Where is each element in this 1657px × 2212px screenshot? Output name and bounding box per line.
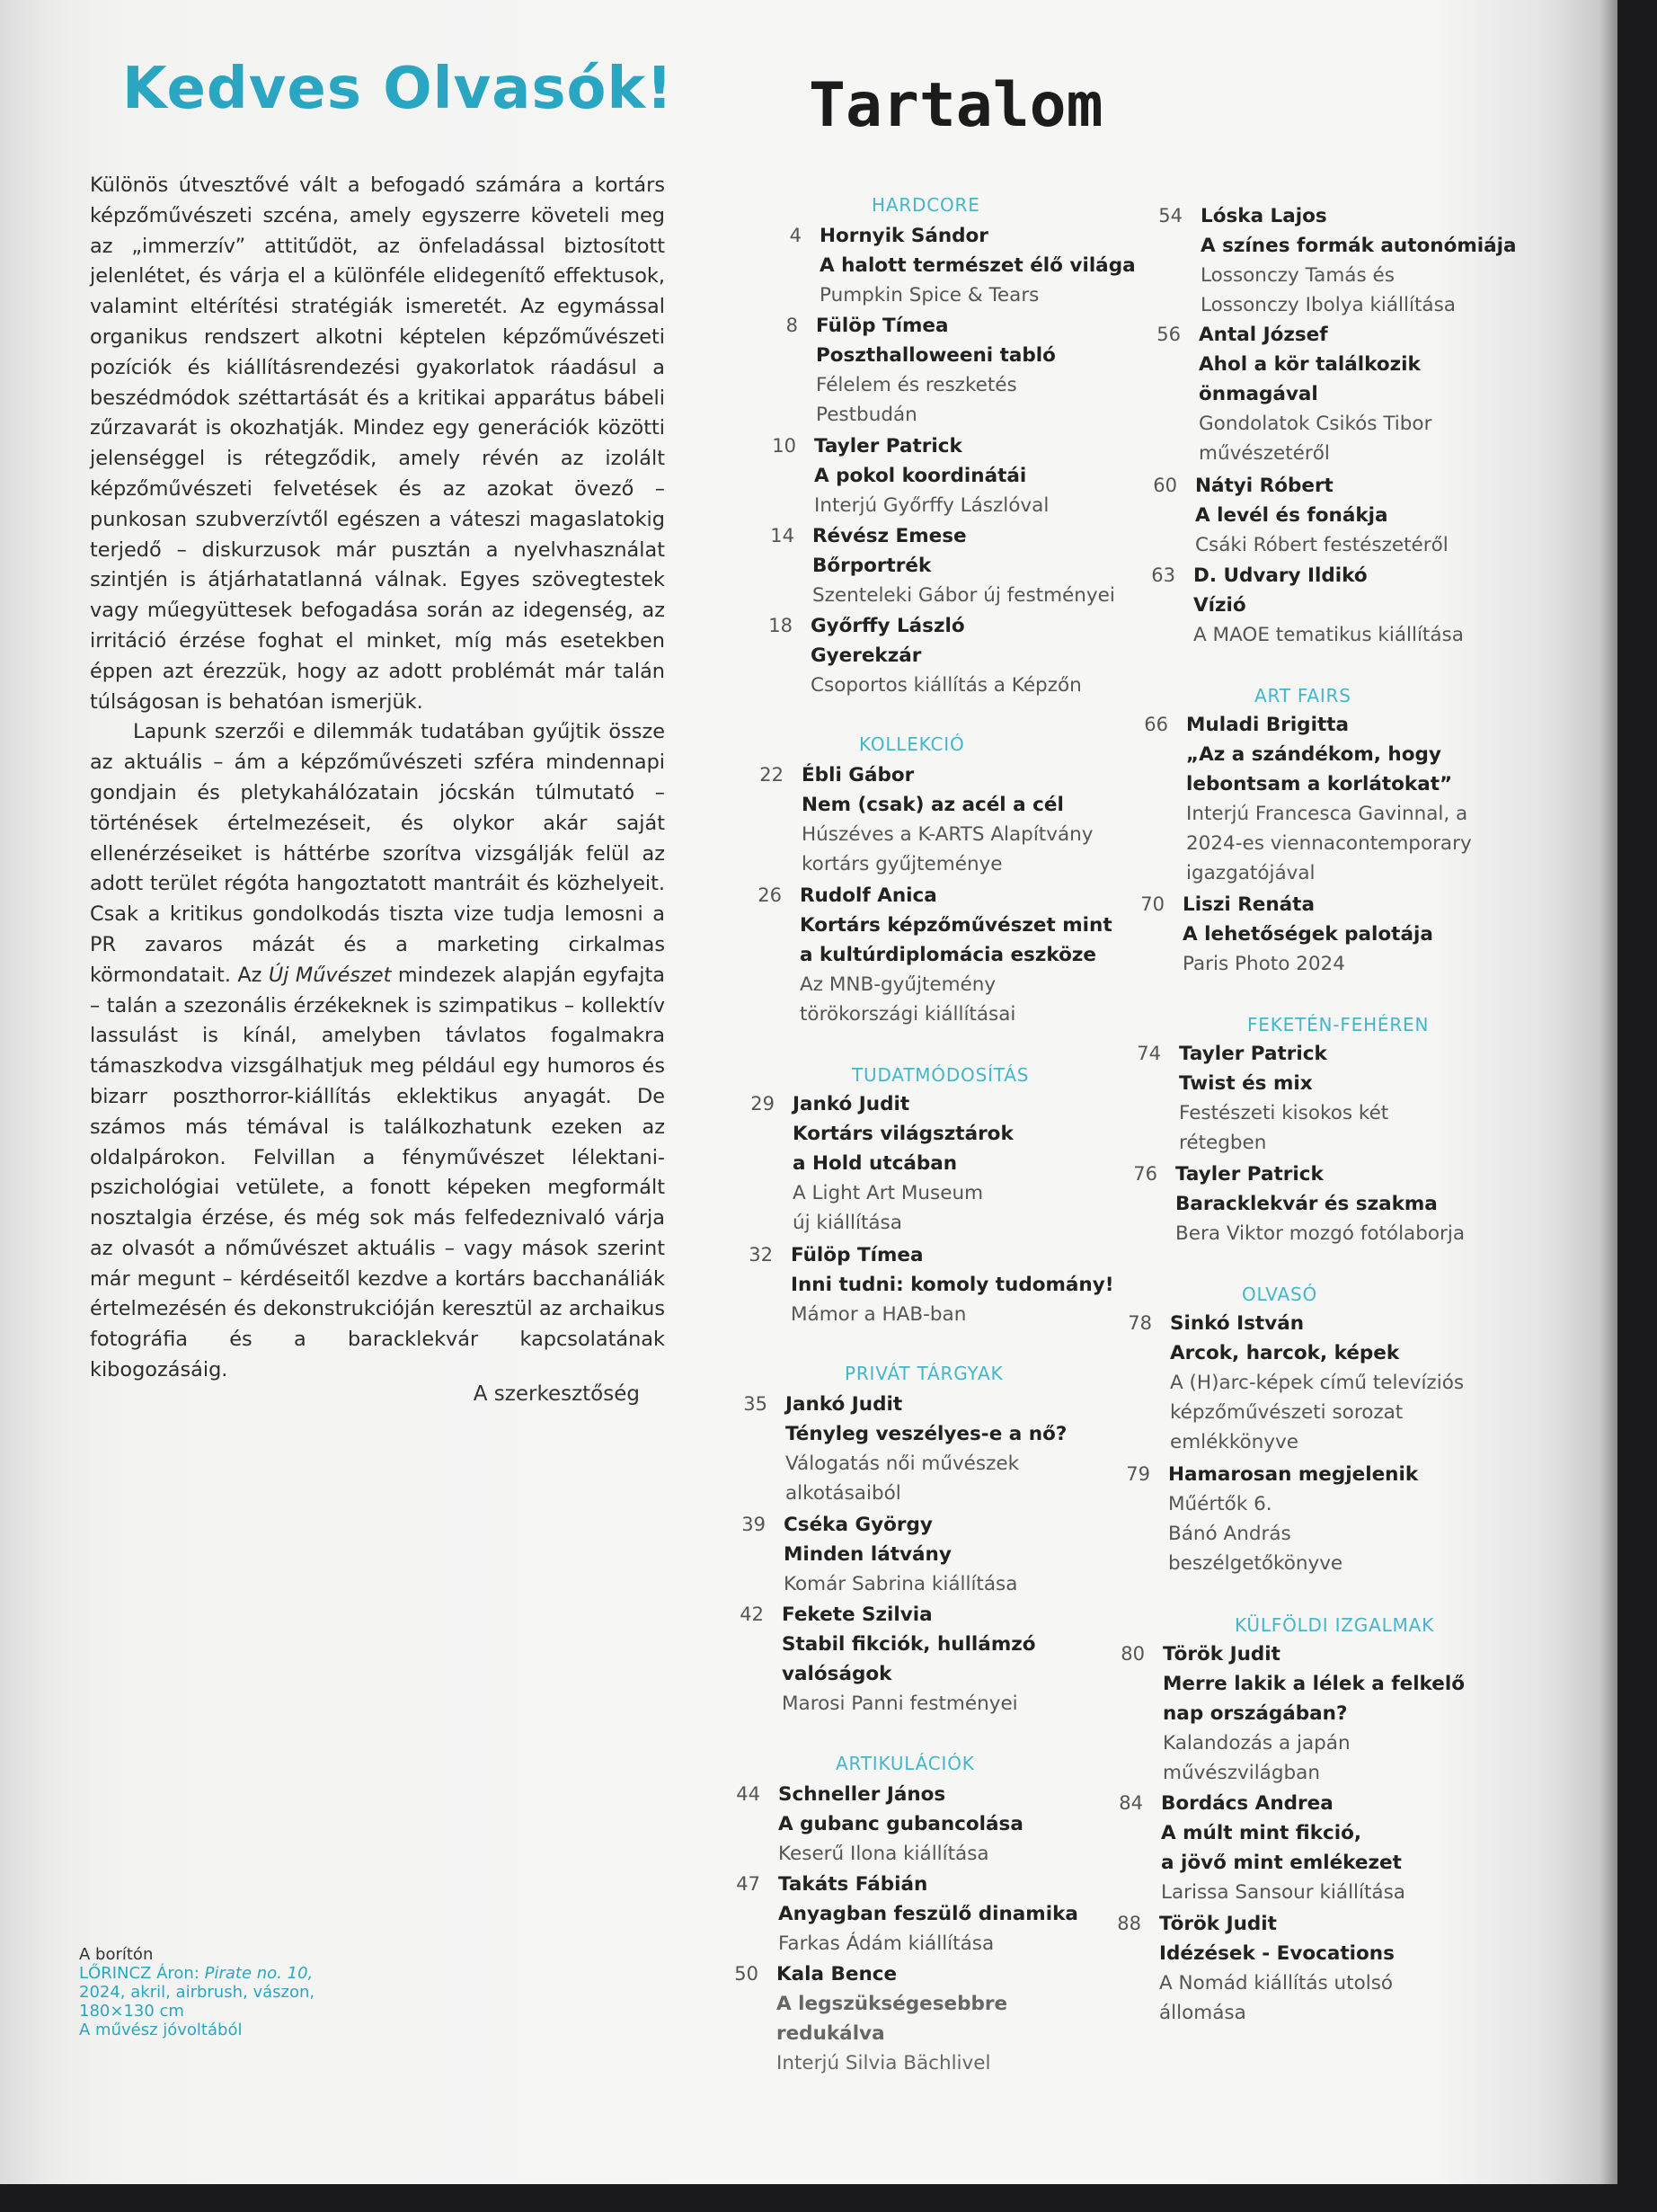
toc-subtitle: Mámor a HAB-ban [791, 1303, 967, 1326]
toc-subtitle: Csáki Róbert festészetéről [1195, 534, 1449, 556]
toc-page-number: 29 [750, 1093, 775, 1115]
toc-article-title-cont: a kultúrdiplomácia eszköze [800, 944, 1096, 966]
toc-subtitle: Pestbudán [816, 404, 917, 426]
toc-page-number: 56 [1156, 324, 1181, 345]
toc-article-title-cont: lebontsam a korlátokat” [1186, 773, 1453, 795]
toc-page-number: 22 [759, 764, 784, 786]
toc-author: Tayler Patrick [1179, 1043, 1327, 1065]
toc-author: Cséka György [784, 1514, 933, 1536]
toc-subtitle: Komár Sabrina kiállítása [784, 1573, 1018, 1595]
toc-subtitle: Szenteleki Gábor új festményei [812, 584, 1115, 607]
toc-entry[interactable] [1129, 710, 1582, 888]
toc-article-title: Poszthalloweeni tabló [816, 344, 1056, 367]
toc-subtitle: művészvilágban [1163, 1762, 1320, 1784]
toc-article-title: A színes formák autonómiája [1201, 235, 1517, 257]
toc-subtitle: A (H)arc-képek című televíziós [1170, 1372, 1465, 1394]
toc-subtitle: állomása [1159, 2002, 1246, 2024]
toc-entry[interactable] [1111, 1460, 1564, 1578]
toc-entry[interactable] [1136, 561, 1589, 650]
toc-subtitle: Farkas Ádám kiállítása [778, 1932, 995, 1955]
section-artikulaciok: ARTIKULÁCIÓK [836, 1753, 975, 1774]
cover-artist: LŐRINCZ Áron: [79, 1964, 205, 1983]
toc-page-number: 84 [1119, 1792, 1143, 1814]
toc-subtitle: Bera Viktor mozgó fotólaborja [1175, 1222, 1466, 1245]
cover-caption [79, 1945, 376, 2039]
toc-page-number: 47 [736, 1873, 760, 1895]
toc-article-title: Anyagban feszülő dinamika [778, 1903, 1078, 1925]
toc-page-number: 26 [758, 884, 782, 906]
toc-page-number: 4 [789, 225, 802, 246]
toc-subtitle: törökországi kiállításai [800, 1003, 1016, 1026]
toc-article-title-cont: nap országában? [1163, 1702, 1348, 1725]
editorial-signature: A szerkesztőség [473, 1382, 640, 1406]
magazine-name: Új Művészet [268, 963, 392, 987]
toc-subtitle: Csoportos kiállítás a Képzőn [811, 674, 1082, 697]
cover-details-1: 2024, akril, airbrush, vászon, [79, 1983, 315, 2002]
toc-author: Török Judit [1159, 1913, 1277, 1935]
section-art-fairs: ART FAIRS [1254, 685, 1351, 706]
toc-entry[interactable] [1105, 1639, 1558, 1788]
toc-entry[interactable] [1118, 1159, 1571, 1248]
toc-subtitle: kortárs gyűjteménye [802, 853, 1003, 875]
toc-page-number: 14 [770, 525, 794, 546]
toc-subtitle: Húszéves a K-ARTS Alapítvány [802, 823, 1094, 846]
toc-page-number: 63 [1151, 564, 1175, 586]
toc-author: Tayler Patrick [1175, 1163, 1324, 1186]
toc-entry[interactable] [1141, 320, 1594, 468]
toc-subtitle: Gondolatok Csikós Tibor [1199, 413, 1432, 435]
section-olvaso: OLVASÓ [1242, 1284, 1318, 1305]
toc-subtitle: Larissa Sansour kiállítása [1161, 1881, 1405, 1904]
toc-subtitle: képzőművészeti sorozat [1170, 1401, 1404, 1424]
paragraph-2-part-a: Lapunk szerzői e dilemmák tudatában gyűjtik össze az aktuális – ám a képzőművészeti szféra mindennapi gondjain és pletykahálózatain jócskán túlmutató – történések értelmezéseit, és olykor akár saját ellenérzéseiket is háttérbe szorítva vizsgálják felül az adott terület régóta hangoztatott mantráit és közhelyeit. Csak a kritikus gondolkodás tiszta vize tudja lemosni a PR zavaros mázát és a marketing cirkalmas körmondatait. Az [90, 720, 665, 987]
toc-article-title: Ahol a kör találkozik [1199, 353, 1421, 376]
toc-author: Nátyi Róbert [1195, 475, 1334, 497]
toc-subtitle: A Nomád kiállítás utolsó [1159, 1972, 1394, 1994]
toc-article-title: A lehetőségek palotája [1183, 923, 1433, 946]
toc-subtitle: új kiállítása [793, 1212, 902, 1234]
toc-article-title: Baracklekvár és szakma [1175, 1193, 1438, 1215]
toc-subtitle: Pumpkin Spice & Tears [820, 284, 1040, 306]
toc-article-title: Kortárs világsztárok [793, 1123, 1014, 1145]
toc-page-number: 66 [1144, 714, 1168, 735]
toc-author: Liszi Renáta [1183, 893, 1315, 916]
toc-subtitle: Félelem és reszketés [816, 374, 1017, 396]
toc-subtitle: Az MNB-gyűjtemény [800, 973, 997, 996]
toc-author: Fülöp Tímea [816, 315, 949, 337]
toc-article-title: Merre lakik a lélek a felkelő [1163, 1673, 1466, 1695]
toc-author: Jankó Judit [793, 1093, 910, 1115]
toc-entry[interactable] [1143, 201, 1596, 320]
toc-page-number: 60 [1153, 475, 1177, 496]
section-kulfoldi-izgalmak: KÜLFÖLDI IZGALMAK [1235, 1614, 1434, 1636]
toc-entry[interactable] [1138, 471, 1591, 560]
cover-courtesy: A művész jóvoltából [79, 2021, 243, 2039]
editorial-title: Kedves Olvasók! [122, 56, 674, 122]
toc-article-title: Gyerekzár [811, 644, 922, 667]
toc-article-title: A legszükségesebbre [776, 1993, 1008, 2015]
toc-author: Fülöp Tímea [791, 1244, 924, 1266]
toc-article-title-cont: önmagával [1199, 383, 1318, 405]
editorial-paragraph-2 [90, 717, 665, 1386]
toc-author: Török Judit [1163, 1643, 1280, 1666]
toc-article-title-cont: a Hold utcában [793, 1152, 958, 1175]
toc-article-title-cont: redukálva [776, 2022, 885, 2045]
toc-subtitle: Paris Photo 2024 [1183, 953, 1345, 975]
toc-article-title: Idézések - Evocations [1159, 1942, 1395, 1965]
toc-entry[interactable] [1102, 1909, 1555, 2028]
cover-artist-line [79, 1964, 376, 1983]
toc-author: Jankó Judit [785, 1393, 903, 1416]
toc-author: Bordács Andrea [1161, 1792, 1334, 1815]
toc-entry[interactable] [1112, 1309, 1565, 1457]
toc-subtitle: Kalandozás a japán [1163, 1732, 1351, 1754]
toc-article-title: A múlt mint fikció, [1161, 1822, 1362, 1844]
toc-subtitle: A Light Art Museum [793, 1182, 984, 1204]
toc-article-title: Nem (csak) az acél a cél [802, 794, 1064, 816]
toc-article-title: Twist és mix [1179, 1072, 1313, 1095]
cover-details-2: 180×130 cm [79, 2002, 184, 2021]
paragraph-2-part-b: mindezek alapján egyfajta – talán a szezonális érzékeknek is szimpatikus – kollektív lassulást is kínál, amelyben távlatos fogalmakra támaszkodva vizsgálhatjuk meg például egy humoros és bizarr poszthorror-kiállítás eklektikus anyagát. De számos más témával is találkozhatunk ezeken az oldalpárokon. Felvillan a fényművészet lélektani-pszichológiai vetülete, a fonott képeken megformált nosztalgia érzése, és még sok más felfedeznivaló várja az olvasót a nőművészet aktuális – vagy mások szerint már megunt – kérdéseitől kezdve a kortárs bacchanáliák értelmezésén és dekonstrukcióján keresztül az archaikus fotográfia és a baracklekvár kapcsolatának kibogozásáig. [90, 963, 665, 1382]
toc-page-number: 76 [1133, 1163, 1157, 1185]
toc-article-title-cont: a jövő mint emlékezet [1161, 1852, 1402, 1874]
toc-page-number: 80 [1121, 1643, 1145, 1665]
toc-author: Sinkó István [1170, 1312, 1305, 1335]
toc-author: Győrffy László [811, 615, 965, 637]
toc-article-title-cont: valóságok [782, 1663, 892, 1685]
toc-page-number: 70 [1140, 893, 1165, 915]
toc-author: Lóska Lajos [1201, 205, 1327, 227]
toc-subtitle: alkotásaiból [785, 1482, 901, 1505]
section-tudatmodositas: TUDATMÓDOSÍTÁS [852, 1064, 1030, 1086]
toc-article-title: Kortárs képzőművészet mint [800, 914, 1112, 937]
toc-subtitle: beszélgetőkönyve [1168, 1552, 1343, 1575]
toc-author: Fekete Szilvia [782, 1603, 933, 1626]
toc-subtitle: Interjú Győrffy Lászlóval [814, 494, 1050, 517]
toc-author: Révész Emese [812, 525, 967, 547]
section-hardcore: HARDCORE [872, 194, 980, 216]
toc-entry[interactable] [1121, 1039, 1574, 1158]
section-feketen-feheren: FEKETÉN-FEHÉREN [1247, 1014, 1430, 1035]
toc-page-number: 35 [743, 1393, 767, 1415]
toc-page-number: 18 [768, 615, 793, 636]
toc-article-title: A pokol koordinátái [814, 465, 1027, 487]
toc-page-number: 50 [734, 1963, 758, 1985]
toc-author: Antal József [1199, 324, 1328, 346]
toc-article-title: Minden látvány [784, 1543, 952, 1566]
toc-article-title: Arcok, harcok, képek [1170, 1342, 1400, 1364]
cover-label: A borítón [79, 1945, 154, 1964]
toc-page-number: 8 [785, 315, 798, 336]
section-privat-targyak: PRIVÁT TÁRGYAK [845, 1363, 1004, 1384]
toc-author: Takáts Fábián [778, 1873, 928, 1896]
toc-subtitle: Festészeti kisokos két [1179, 1102, 1389, 1124]
section-kollekcio: KOLLEKCIÓ [859, 733, 965, 755]
toc-page-number: 74 [1137, 1043, 1161, 1064]
toc-page-number: 79 [1126, 1463, 1150, 1485]
toc-subtitle: Keserű Ilona kiállítása [778, 1843, 989, 1865]
toc-page-number: 44 [736, 1783, 760, 1805]
toc-author: Kala Bence [776, 1963, 898, 1985]
toc-article-title: A levél és fonákja [1195, 504, 1388, 527]
toc-entry[interactable] [1125, 890, 1578, 979]
toc-article-title: Stabil fikciók, hullámzó [782, 1633, 1036, 1656]
toc-author: Rudolf Anica [800, 884, 937, 907]
toc-page-number: 39 [741, 1514, 766, 1535]
toc-subtitle: 2024-es viennacontemporary [1186, 832, 1472, 855]
toc-author: Tayler Patrick [814, 435, 962, 458]
toc-subtitle: rétegben [1179, 1132, 1267, 1154]
toc-subtitle: Műértők 6. [1168, 1493, 1272, 1515]
toc-author: Hamarosan megjelenik [1168, 1463, 1419, 1486]
toc-author: Ébli Gábor [802, 764, 915, 786]
toc-subtitle: Lossonczy Tamás és [1201, 264, 1395, 287]
toc-entry[interactable] [1103, 1789, 1556, 1907]
cover-work: Pirate no. 10, [204, 1964, 314, 1983]
toc-article-title: A halott természet élő világa [820, 254, 1136, 277]
toc-subtitle: Válogatás női művészek [785, 1452, 1020, 1475]
toc-subtitle: Lossonczy Ibolya kiállítása [1201, 294, 1456, 316]
editorial-paragraph-1: Különös útvesztővé vált a befogadó számára a kortárs képzőművészeti szcéna, amely egyszerre követeli meg az „immerzív” attitűdöt, az önfeladással biztosított jelenlétet, és várja el a különféle elidegenítő effektusok, valamint eltérítési stratégiák ismeretét. Az egymással organikus rendszert alkotni képtelen képzőművészeti pozíciók és kiállításrendezési gyakorlatok ráadásul a beszédmódok széttartását és a kritikai apparátus bábeli zűrzavarát is okozhatják. Mindez egy generációk közötti jelenséggel is rétegződik, amely révén az izolált képzőművészeti felvetések és az azokat övező – punkosan szubverzívtől egészen a váteszi magaslatokig terjedő – diskurzusok már pusztán a nyelvhasználat szintjén is átjárhatatlanná válnak. Egyes szövegtestek vagy műegyüttesek befogadása során az idegenség, az irritáció érzése foghat el minket, míg más esetekben éppen azt érezzük, hogy az adott problémát már talán túlságosan is behatóan ismerjük. [90, 173, 665, 714]
toc-article-title: Inni tudni: komoly tudomány! [791, 1274, 1114, 1296]
toc-subtitle: emlékkönyve [1170, 1431, 1298, 1453]
toc-page-number: 54 [1158, 205, 1183, 227]
toc-author: Hornyik Sándor [820, 225, 988, 247]
toc-subtitle: Bánó András [1168, 1523, 1291, 1545]
toc-subtitle: művészetéről [1199, 442, 1330, 465]
editorial-text [90, 171, 665, 1386]
toc-article-title: Tényleg veszélyes-e a nő? [785, 1423, 1068, 1445]
toc-author: D. Udvary Ildikó [1193, 564, 1368, 587]
toc-subtitle: Interjú Silvia Bächlivel [776, 2052, 991, 2074]
toc-page-number: 42 [740, 1603, 764, 1625]
toc-article-title: A gubanc gubancolása [778, 1813, 1023, 1835]
toc-author: Schneller János [778, 1783, 946, 1806]
toc-title: Tartalom [809, 70, 1103, 141]
toc-article-title: Bőrportrék [812, 555, 932, 577]
toc-page-number: 88 [1117, 1913, 1141, 1934]
toc-author: Muladi Brigitta [1186, 714, 1350, 736]
toc-page-number: 78 [1128, 1312, 1152, 1334]
toc-subtitle: Marosi Panni festményei [782, 1692, 1018, 1715]
toc-page-number: 32 [749, 1244, 773, 1266]
toc-subtitle: Interjú Francesca Gavinnal, a [1186, 803, 1468, 825]
toc-subtitle: A MAOE tematikus kiállítása [1193, 624, 1464, 646]
toc-page-number: 10 [772, 435, 796, 457]
toc-article-title: Vízió [1193, 594, 1246, 617]
toc-article-title: „Az a szándékom, hogy [1186, 743, 1441, 766]
toc-subtitle: igazgatójával [1186, 862, 1316, 884]
